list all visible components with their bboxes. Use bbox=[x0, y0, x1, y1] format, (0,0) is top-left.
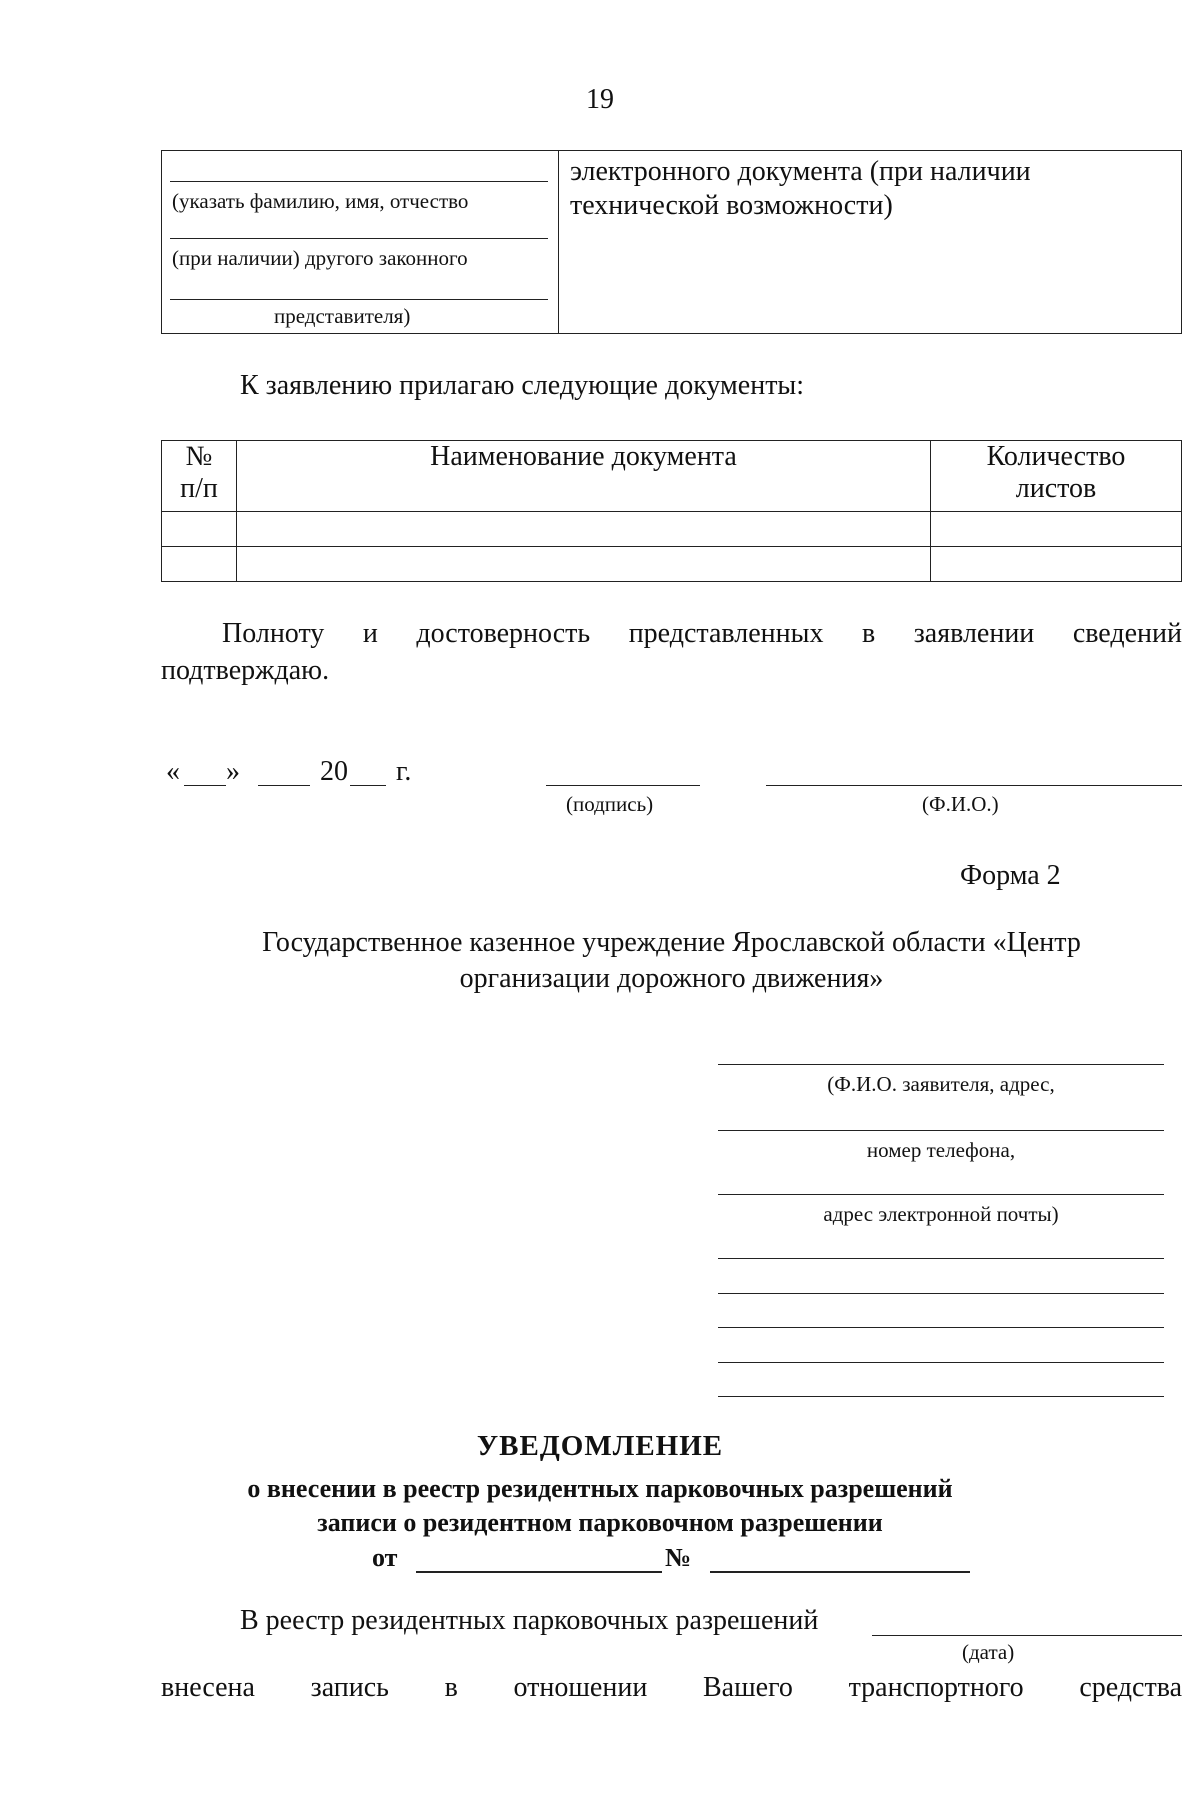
electronic-document-cell bbox=[570, 155, 1031, 223]
fullname-blank[interactable] bbox=[766, 785, 1182, 786]
col-count-header bbox=[931, 441, 1182, 512]
col-number-line1: № bbox=[185, 441, 213, 472]
recipient-line-7[interactable] bbox=[718, 1362, 1164, 1363]
table-cell[interactable] bbox=[162, 512, 237, 547]
registry-date-caption: (дата) bbox=[962, 1640, 1015, 1664]
day-blank[interactable] bbox=[184, 785, 226, 786]
col-name-header bbox=[237, 441, 931, 512]
recipient-line-6[interactable] bbox=[718, 1327, 1164, 1328]
electronic-document-text-2: технической возможности) bbox=[570, 190, 893, 221]
col-count-line1: Количество bbox=[986, 441, 1126, 472]
table-cell[interactable] bbox=[931, 547, 1182, 582]
notice-title: УВЕДОМЛЕНИЕ bbox=[476, 1430, 724, 1462]
recipient-caption-2: номер телефона, bbox=[866, 1138, 1016, 1162]
confirmation-text-2: подтверждаю. bbox=[161, 655, 330, 686]
signature-blank[interactable] bbox=[546, 785, 700, 786]
recipient-line-5[interactable] bbox=[718, 1293, 1164, 1294]
registry-date-blank[interactable] bbox=[872, 1635, 1182, 1636]
recipient-line-2[interactable] bbox=[718, 1130, 1164, 1131]
form-label: Форма 2 bbox=[960, 860, 1061, 891]
col-number-line2: п/п bbox=[180, 473, 218, 504]
notice-subtitle-1: о внесении в реестр резидентных парковочных разрешений bbox=[247, 1474, 953, 1503]
notice-from-label: от bbox=[372, 1543, 398, 1572]
attachments-title: К заявлению прилагаю следующие документы: bbox=[240, 370, 805, 401]
representative-cell bbox=[162, 151, 559, 333]
documents-table bbox=[161, 440, 1182, 582]
month-blank[interactable] bbox=[258, 785, 310, 786]
recipient-caption-3: адрес электронной почты) bbox=[823, 1202, 1059, 1226]
table-row bbox=[162, 512, 1182, 547]
col-count-line2: листов bbox=[1015, 473, 1097, 504]
table-cell[interactable] bbox=[931, 512, 1182, 547]
year-blank[interactable] bbox=[350, 785, 386, 786]
documents-table-header bbox=[162, 441, 1182, 512]
name-underline-3 bbox=[170, 299, 548, 300]
col-name-label: Наименование документа bbox=[430, 441, 737, 472]
page-number: 19 bbox=[586, 84, 614, 115]
body-text-2: внесена запись в отношении Вашего транспортного средства bbox=[161, 1672, 1182, 1703]
year-suffix: г. bbox=[396, 756, 412, 787]
recipient-line-1[interactable] bbox=[718, 1064, 1164, 1065]
recipient-line-4[interactable] bbox=[718, 1258, 1164, 1259]
notice-number-blank[interactable] bbox=[710, 1571, 970, 1573]
confirmation-text-1: Полноту и достоверность представленных в заявлении сведений bbox=[222, 618, 1182, 649]
table-cell[interactable] bbox=[237, 547, 931, 582]
year-prefix: 20 bbox=[320, 756, 348, 787]
representative-caption-1: (указать фамилию, имя, отчество bbox=[172, 189, 469, 213]
body-text-1: В реестр резидентных парковочных разрешений bbox=[240, 1605, 819, 1636]
notice-number-label: № bbox=[665, 1543, 692, 1572]
table-cell[interactable] bbox=[162, 547, 237, 582]
notice-date-blank[interactable] bbox=[416, 1571, 662, 1573]
organization-line-1: Государственное казенное учреждение Ярославской области «Центр bbox=[262, 927, 1081, 958]
table-row bbox=[162, 547, 1182, 582]
date-close-quote: » bbox=[226, 756, 240, 787]
notice-subtitle-2: записи о резидентном парковочном разрешении bbox=[317, 1508, 883, 1537]
date-open-quote: « bbox=[166, 756, 180, 787]
name-underline bbox=[170, 181, 548, 182]
electronic-document-text-1: электронного документа (при наличии bbox=[570, 156, 1031, 187]
representative-caption-3: представителя) bbox=[274, 304, 411, 328]
organization-name bbox=[161, 925, 1182, 997]
signature-caption: (подпись) bbox=[566, 792, 654, 816]
recipient-line-8[interactable] bbox=[718, 1396, 1164, 1397]
fullname-caption: (Ф.И.О.) bbox=[922, 792, 999, 816]
recipient-line-3[interactable] bbox=[718, 1194, 1164, 1195]
table-cell[interactable] bbox=[237, 512, 931, 547]
col-number-header bbox=[162, 441, 237, 512]
name-underline-2 bbox=[170, 238, 548, 239]
recipient-caption-1: (Ф.И.О. заявителя, адрес, bbox=[827, 1072, 1055, 1096]
representative-table bbox=[161, 150, 1182, 334]
organization-line-2: организации дорожного движения» bbox=[459, 963, 884, 994]
representative-caption-2: (при наличии) другого законного bbox=[172, 246, 468, 270]
